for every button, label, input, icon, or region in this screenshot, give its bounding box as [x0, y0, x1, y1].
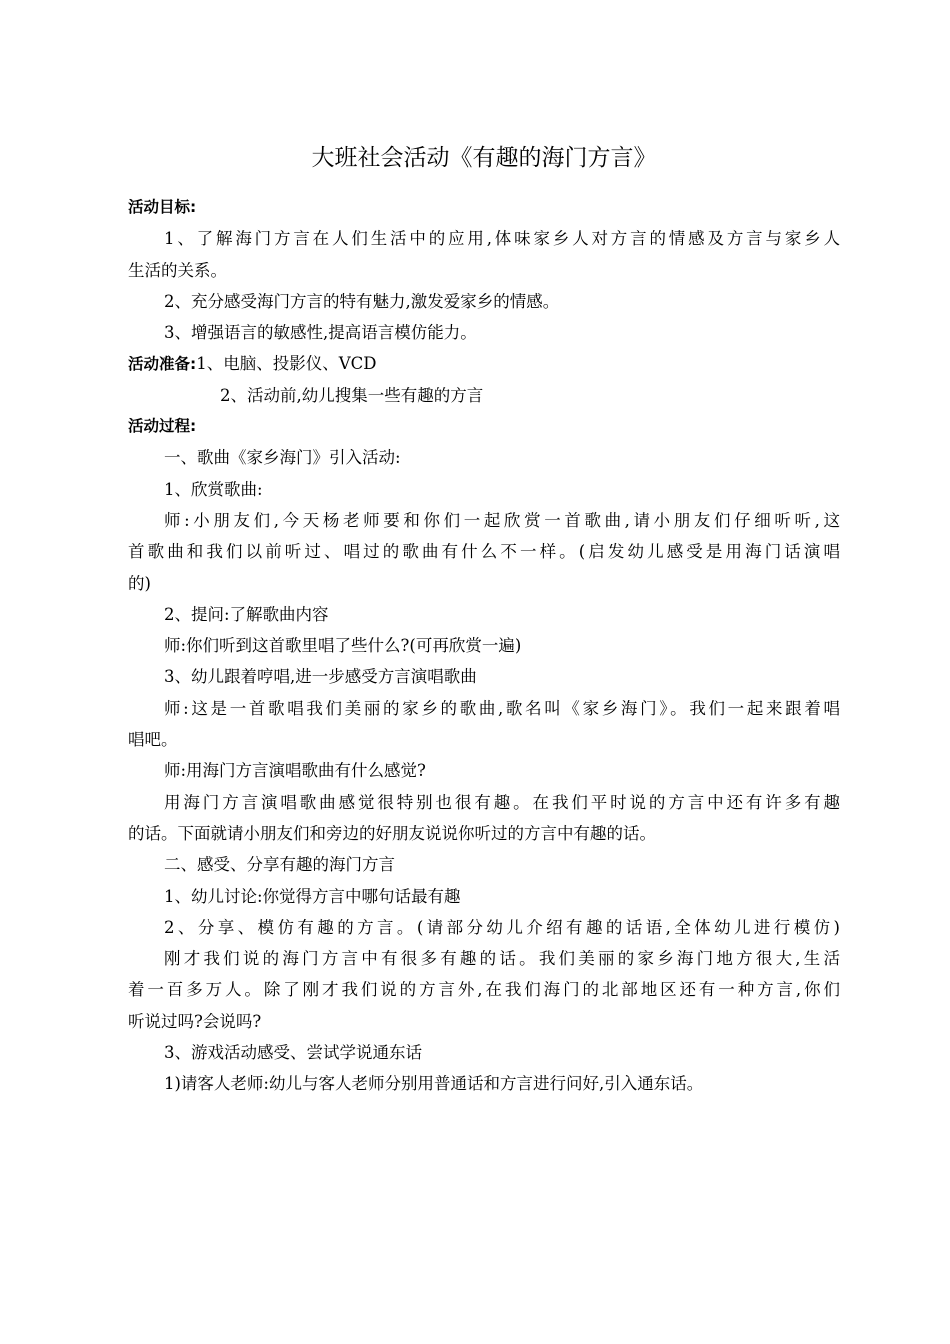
prep-item: 1、电脑、投影仪、VCD [196, 354, 377, 374]
prep-line [128, 348, 840, 379]
paragraph: 刚才我们说的海门方言中有很多有趣的话。我们美丽的家乡海门地方很大,生活 [164, 949, 840, 969]
paragraph: 3、幼儿跟着哼唱,进一步感受方言演唱歌曲 [164, 667, 477, 687]
paragraph: 3、游戏活动感受、尝试学说通东话 [164, 1043, 422, 1063]
paragraph: 着一百多万人。除了刚才我们说的方言外,在我们海门的北部地区还有一种方言,你们 [128, 980, 840, 1000]
paragraph: 1、了解海门方言在人们生活中的应用,体味家乡人对方言的情感及方言与家乡人 [164, 229, 840, 249]
prep-item: 2、活动前,幼儿搜集一些有趣的方言 [220, 385, 484, 405]
paragraph: 首歌曲和我们以前听过、唱过的歌曲有什么不一样。(启发幼儿感受是用海门话演唱 [128, 542, 840, 562]
paragraph: 用海门方言演唱歌曲感觉很特别也很有趣。在我们平时说的方言中还有许多有趣 [164, 792, 840, 812]
paragraph: 1)请客人老师:幼儿与客人老师分别用普通话和方言进行问好,引入通东话。 [164, 1074, 704, 1094]
paragraph: 师:用海门方言演唱歌曲有什么感觉? [164, 761, 426, 781]
paragraph: 生活的关系。 [128, 260, 227, 280]
paragraph: 2、分享、模仿有趣的方言。(请部分幼儿介绍有趣的话语,全体幼儿进行模仿) [164, 917, 840, 937]
paragraph: 的) [128, 573, 151, 593]
paragraph: 2、充分感受海门方言的特有魅力,激发爱家乡的情感。 [164, 291, 560, 311]
paragraph: 3、增强语言的敏感性,提高语言模仿能力。 [164, 323, 477, 343]
subsection-heading: 二、感受、分享有趣的海门方言 [164, 855, 395, 875]
document-title: 大班社会活动《有趣的海门方言》 [311, 145, 657, 171]
paragraph: 听说过吗?会说吗? [128, 1011, 262, 1031]
subsection-heading: 一、歌曲《家乡海门》引入活动: [164, 448, 401, 468]
paragraph: 师:你们听到这首歌里唱了些什么?(可再欣赏一遍) [164, 636, 522, 656]
paragraph: 2、提问:了解歌曲内容 [164, 604, 329, 624]
section-heading-process: 活动过程: [128, 417, 197, 436]
paragraph: 师:这是一首歌唱我们美丽的家乡的歌曲,歌名叫《家乡海门》。我们一起来跟着唱 [164, 698, 840, 718]
paragraph: 1、幼儿讨论:你觉得方言中哪句话最有趣 [164, 886, 461, 906]
section-heading-prep: 活动准备: [128, 355, 197, 374]
document-body [128, 192, 840, 1100]
paragraph: 师:小朋友们,今天杨老师要和你们一起欣赏一首歌曲,请小朋友们仔细听听,这 [164, 510, 840, 530]
section-heading-goals: 活动目标: [128, 198, 197, 216]
paragraph: 唱吧。 [128, 730, 178, 750]
paragraph: 的话。下面就请小朋友们和旁边的好朋友说说你听过的方言中有趣的话。 [128, 823, 656, 843]
paragraph: 1、欣赏歌曲: [164, 479, 263, 499]
